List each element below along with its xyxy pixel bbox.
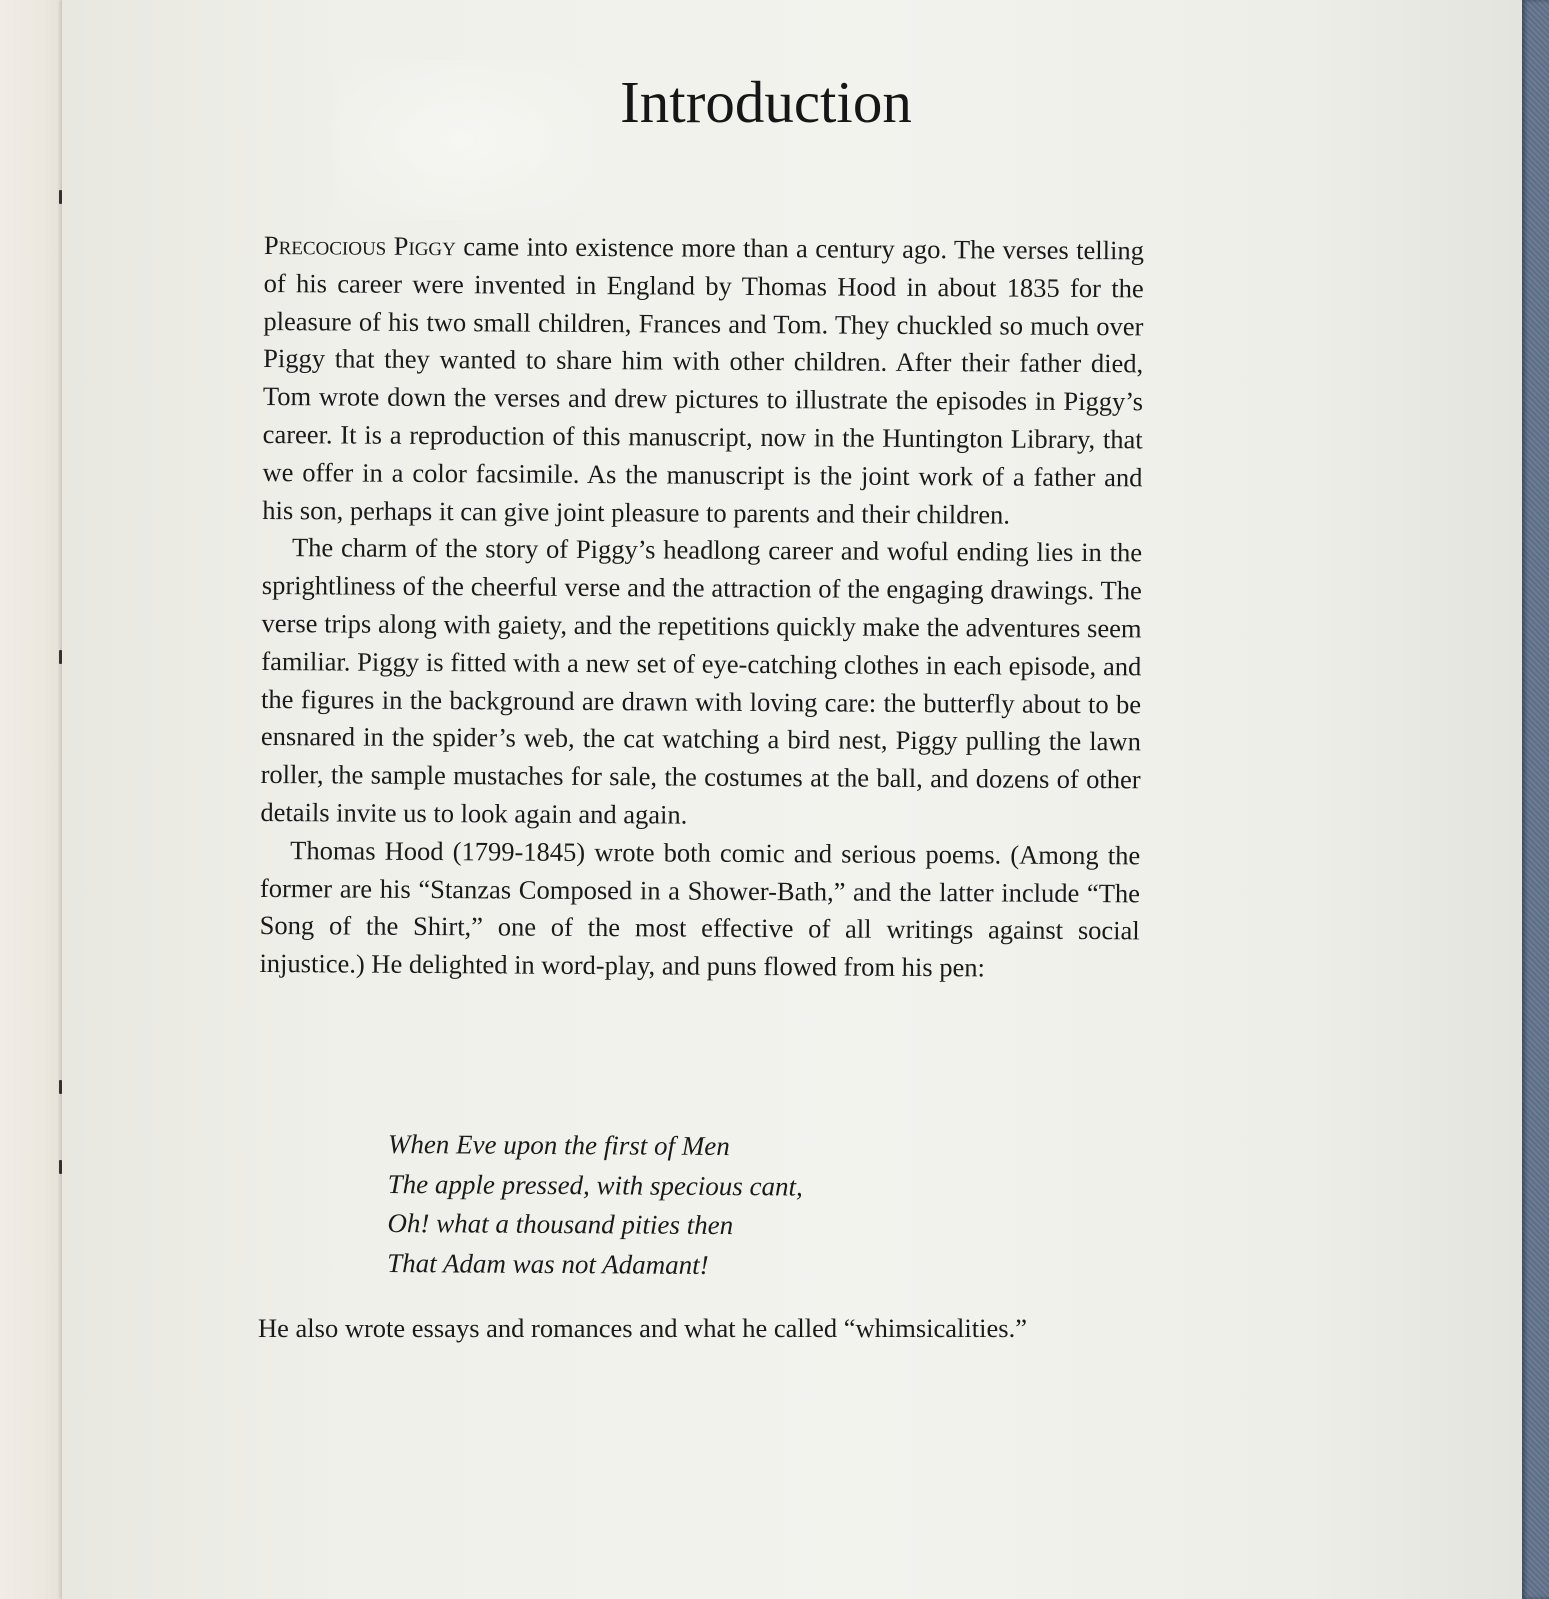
verse-line: That Adam was not Adamant! bbox=[387, 1247, 709, 1280]
paragraph-1-text: came into existence more than a century ago. The verses telling of his career were invented in England by Thomas Hood in about 1835 for the pleasure of his two small children, Frances and Tom. They chuckled so much over Piggy that they wanted to share him with other children. After their father died, Tom wrote down the verses and drew pictures to illustrate the episodes in Piggy’s career. It is a reproduction of this manuscript, now in the Huntington Library, that we offer in a color facsimile. As the manuscript is the joint work of a father and his son, perhaps it can give joint pleasure to parents and their children. bbox=[262, 231, 1144, 530]
verse-line: Oh! what a thousand pities then bbox=[387, 1207, 734, 1241]
page-title: Introduction bbox=[620, 69, 912, 135]
body-text bbox=[259, 227, 1144, 988]
paragraph-2: The charm of the story of Piggy’s headlong career and woful ending lies in the sprightliness of the cheerful verse and the attraction of the engaging drawings. The verse trips along with gaiety, and the repetitions quickly make the adventures seem familiar. Piggy is fitted with a new set of eye-catching clothes in each episode, and the figures in the background are drawn with loving care: the butterfly about to be ensnared in the spider’s web, the cat watching a bird nest, Piggy pulling the lawn roller, the sample mustaches for sale, the costumes at the ball, and dozens of other details invite us to look again and again. bbox=[260, 532, 1143, 830]
verse-line: The apple pressed, with specious cant, bbox=[387, 1168, 803, 1202]
left-page-edge bbox=[0, 0, 70, 1599]
closing-line: He also wrote essays and romances and what he called “whimsicalities.” bbox=[258, 1313, 1027, 1343]
book-cover-edge bbox=[1522, 0, 1549, 1599]
verse-line: When Eve upon the first of Men bbox=[387, 1128, 730, 1162]
paragraph-3: Thomas Hood (1799-1845) wrote both comic and serious poems. (Among the former are his “Stanzas Composed in a Shower-Bath,” and the latter include “The Song of the Shirt,” one of the most effective of all writings against social injustice.) He delighted in word-play, and puns flowed from his pen: bbox=[259, 834, 1141, 983]
verse-quote bbox=[387, 1125, 803, 1286]
paragraph-1 bbox=[262, 227, 1144, 535]
lead-smallcaps: Precocious Piggy bbox=[263, 229, 457, 262]
